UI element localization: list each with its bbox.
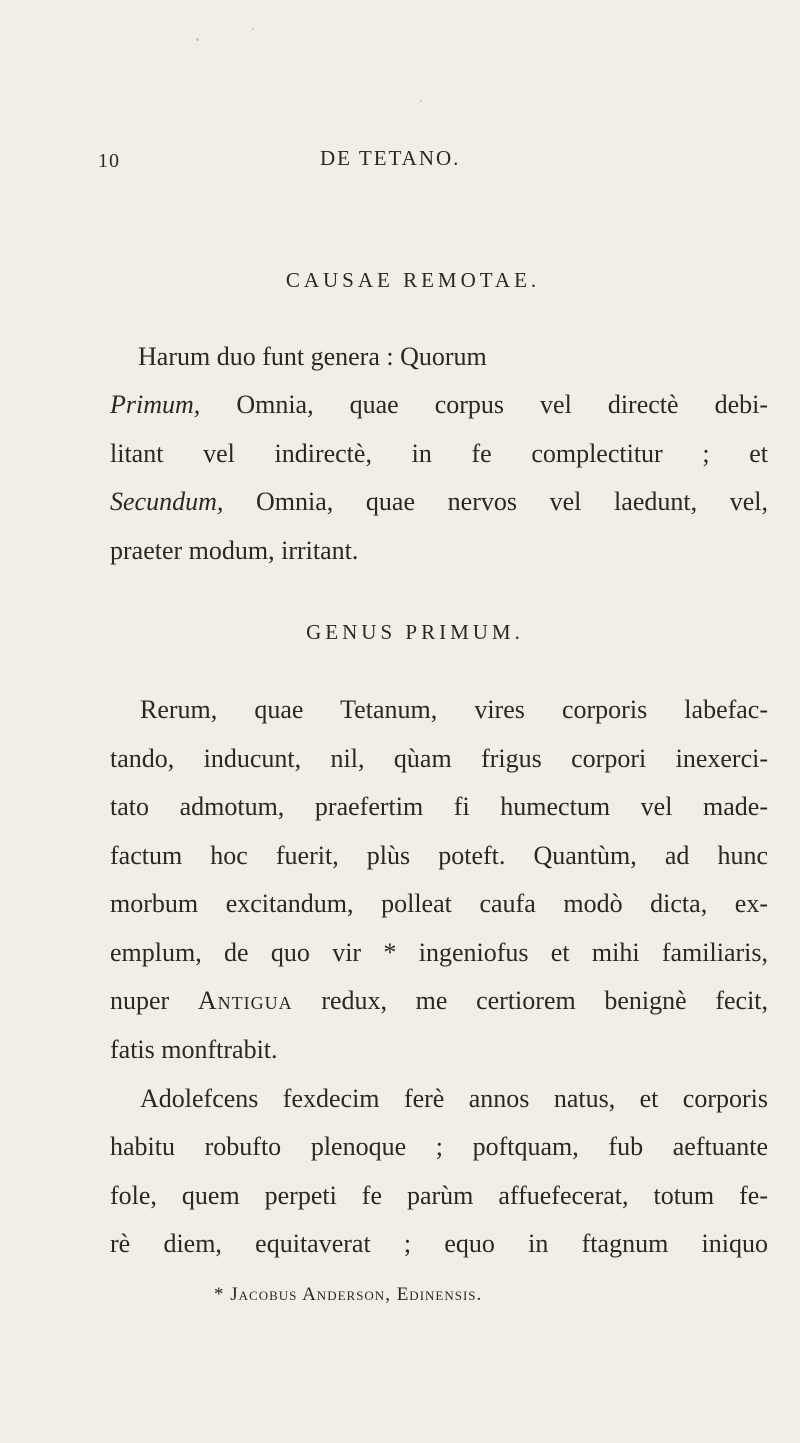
footnote: * Jacobus Anderson, Edinensis. — [214, 1284, 483, 1305]
text-line: tato admotum, praefertim fi humectum vel made- — [110, 792, 768, 821]
text-line: habitu robufto plenoque ; poftquam, fub aeftuante — [110, 1132, 768, 1161]
text-line: factum hoc fuerit, plùs poteft. Quantùm, ad hunc — [110, 841, 768, 870]
text-line — [110, 392, 768, 418]
paper-speck — [252, 28, 254, 30]
text-line: Adolefcens fexdecim ferè annos natus, et corporis — [140, 1084, 768, 1113]
text-line: rè diem, equitaverat ; equo in ftagnum iniquo — [110, 1229, 768, 1258]
label-primum: Primum, — [110, 390, 201, 419]
place-name-antigua: Antigua — [197, 986, 293, 1015]
page-number: 10 — [98, 150, 120, 172]
text-line: morbum excitandum, polleat caufa modò dicta, ex- — [110, 889, 768, 918]
text-segment: nuper — [110, 986, 170, 1015]
text-line: tando, inducunt, nil, qùam frigus corpori inexerci- — [110, 744, 768, 773]
section-heading-genus-primum: GENUS PRIMUM. — [306, 620, 524, 644]
text-line: fole, quem perpeti fe parùm affuefecerat, totum fe- — [110, 1181, 768, 1210]
text-segment: redux, me certiorem benignè fecit, — [321, 986, 769, 1015]
text-segment: Omnia, quae nervos vel laedunt, vel, — [256, 487, 768, 516]
running-title: DE TETANO. — [320, 146, 461, 170]
paper-speck — [196, 38, 199, 41]
text-line: fatis monftrabit. — [110, 1035, 278, 1064]
text-line — [110, 489, 768, 515]
paper-speck — [420, 100, 422, 102]
text-line: Harum duo funt genera : Quorum — [138, 342, 487, 371]
text-line: litant vel indirectè, in fe complectitur ; et — [110, 439, 768, 468]
text-line: praeter modum, irritant. — [110, 536, 359, 565]
text-line: Rerum, quae Tetanum, vires corporis labefac- — [140, 695, 768, 724]
section-heading-causae-remotae: CAUSAE REMOTAE. — [285, 268, 541, 292]
label-secundum: Secundum, — [110, 487, 224, 516]
text-segment: Omnia, quae corpus vel directè debi- — [236, 390, 769, 419]
text-line — [110, 988, 768, 1014]
text-line: emplum, de quo vir * ingeniofus et mihi familiaris, — [110, 938, 768, 967]
